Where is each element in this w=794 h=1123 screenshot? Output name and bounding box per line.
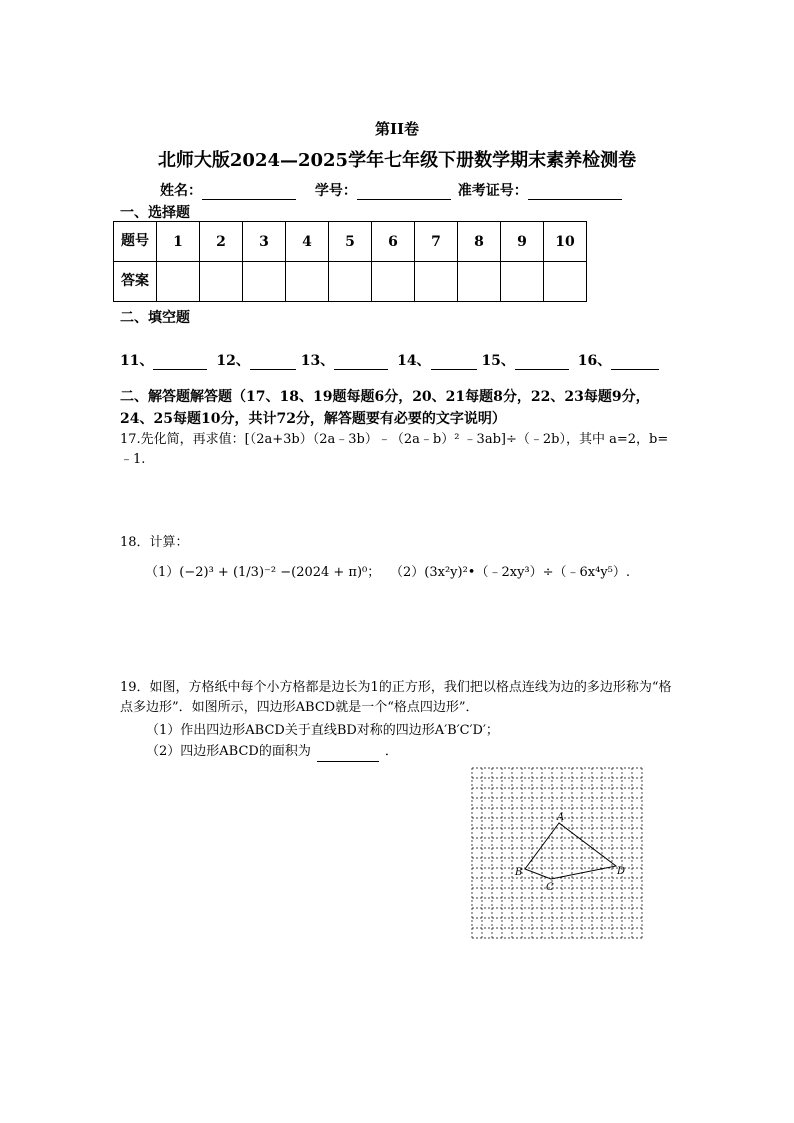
grid-figure (470, 766, 644, 940)
exam-number-blank[interactable] (528, 185, 622, 200)
answer-cell[interactable] (243, 262, 286, 302)
answer-cell[interactable] (286, 262, 329, 302)
part1-label: （1） (145, 565, 180, 580)
part2-suffix: ． (384, 744, 398, 759)
fill-label-12: 12、 (216, 353, 250, 369)
row-label-number: 题号 (114, 222, 157, 262)
question-19-part1: （1）作出四边形ABCD关于直线BD对称的四边形A′B′C′D′； (146, 723, 499, 738)
fill-blank-line (120, 350, 659, 370)
answer-cell[interactable] (372, 262, 415, 302)
question-number-cell: 1 (157, 222, 200, 262)
answer-cell[interactable] (329, 262, 372, 302)
part2-prefix: （2）四边形ABCD的面积为 (146, 744, 311, 759)
answer-cell[interactable] (157, 262, 200, 302)
fill-label-15: 15、 (481, 353, 515, 369)
question-18-part2 (390, 563, 630, 583)
answer-cell[interactable] (544, 262, 587, 302)
area-answer-blank[interactable] (317, 748, 379, 762)
question-number-cell: 4 (286, 222, 329, 262)
question-19-part2 (146, 742, 398, 762)
fill-blank-13[interactable] (334, 355, 388, 370)
section-choice-heading: 一、选择题 (120, 205, 190, 221)
volume-heading: 第II卷 (374, 120, 420, 138)
vertex-label-a: A (557, 812, 565, 823)
answer-cell[interactable] (501, 262, 544, 302)
part2-label: （2） (390, 565, 425, 580)
fill-label-16: 16、 (577, 353, 612, 369)
name-blank[interactable] (202, 185, 296, 200)
exam-number-label: 准考证号： (457, 183, 528, 199)
answer-cell[interactable] (200, 262, 243, 302)
answer-cell[interactable] (458, 262, 501, 302)
question-19-intro: 19．如图，方格纸中每个小方格都是边长为1的正方形，我们把以格点连线为边的多边形称为“格点多边形”．如图所示，四边形ABCD就是一个“格点四边形”． (120, 680, 672, 715)
question-number-cell: 5 (329, 222, 372, 262)
question-18-part1 (145, 563, 380, 583)
question-number-cell: 8 (458, 222, 501, 262)
student-info-line (160, 180, 636, 200)
name-label: 姓名： (160, 183, 202, 199)
dashed-grid (472, 768, 642, 938)
table-row-answers (114, 262, 587, 302)
fill-blank-14[interactable] (431, 355, 477, 370)
student-id-blank[interactable] (357, 185, 451, 200)
question-number-cell: 3 (243, 222, 286, 262)
question-number-cell: 6 (372, 222, 415, 262)
row-label-answer: 答案 (114, 262, 157, 302)
vertex-label-c: C (546, 882, 554, 893)
fill-blank-12[interactable] (250, 355, 296, 370)
question-number-cell: 10 (544, 222, 587, 262)
fill-label-14: 14、 (397, 353, 431, 369)
part1-expression: (−2)³ + (1/3)⁻² −(2024 + π)⁰； (179, 565, 381, 580)
table-row-numbers (114, 222, 587, 262)
question-number-cell: 2 (200, 222, 243, 262)
exam-title: 北师大版2024—2025学年七年级下册数学期末素养检测卷 (157, 150, 637, 171)
vertex-label-d: D (617, 866, 626, 877)
answer-cell[interactable] (415, 262, 458, 302)
question-18-intro: 18．计算： (120, 535, 189, 550)
fill-label-11: 11、 (120, 353, 154, 369)
student-id-label: 学号： (314, 183, 357, 199)
section-solve-heading: 二、解答题解答题（17、18、19题每题6分，20、21每题8分，22、23每题9分，24、25每题10分，共计72分，解答题要有必要的文字说明） (120, 389, 650, 427)
fill-label-13: 13、 (300, 353, 335, 369)
question-number-cell: 7 (415, 222, 458, 262)
quadrilateral-abcd (525, 823, 616, 879)
section-fill-heading: 二、填空题 (120, 310, 190, 326)
answer-table (113, 221, 587, 302)
fill-blank-15[interactable] (515, 355, 569, 370)
question-17: 17.先化简，再求值：[（2a+3b）（2a﹣3b）﹣（2a﹣b）² ﹣3ab]÷（﹣2b），其中 a=2，b=﹣1. (120, 432, 669, 467)
question-number-cell: 9 (501, 222, 544, 262)
fill-blank-11[interactable] (153, 355, 207, 370)
part2-expression: (3x²y)²•（﹣2xy³）÷（﹣6x⁴y⁵）. (424, 565, 631, 580)
vertex-label-b: B (515, 867, 523, 878)
fill-blank-16[interactable] (611, 355, 659, 370)
